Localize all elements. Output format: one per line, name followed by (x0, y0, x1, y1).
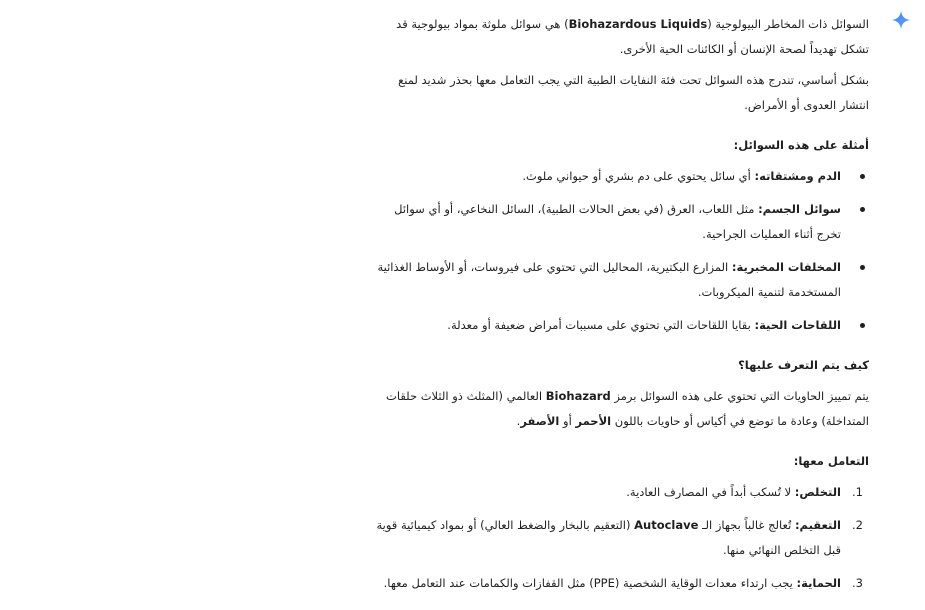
list-item-text: مثل اللعاب، العرق (في بعض الحالات الطبية)، السائل النخاعي، أو أي سوائل تخرج أثناء العمليات الجراحية. (394, 202, 841, 241)
intro-text: ) هي سوائل ملوثة بمواد بيولوجية قد تشكل تهديداً لصحة الإنسان أو الكائنات الحية الأخرى. (396, 17, 869, 56)
gemini-sparkle-icon (891, 10, 911, 30)
intro-paragraph-category: بشكل أساسي، تندرج هذه السوائل تحت فئة النفايات الطبية التي يجب التعامل معها بحذر شديد لمنع انتشار العدوى أو الأمراض. (398, 73, 869, 112)
list-item (374, 571, 869, 596)
examples-heading: أمثلة على هذه السوائل: (733, 138, 869, 152)
list-item-term: سوائل الجسم: (758, 202, 841, 216)
identify-text: العالمي (المثلث ذو الثلاث حلقات المتداخلة) وعادة ما توضع في أكياس أو حاويات باللون (386, 389, 869, 428)
bullet-icon (860, 174, 865, 179)
examples-list (374, 164, 869, 338)
identify-paragraph (374, 384, 869, 434)
intro-paragraph-definition (374, 12, 869, 62)
list-item (374, 513, 869, 563)
list-item-term: التعقيم: (794, 518, 841, 532)
autoclave-term: Autoclave (634, 518, 699, 532)
red-color-term: الأحمر (575, 414, 612, 428)
list-item-text: بقايا اللقاحات التي تحتوي على مسببات أمراض ضعيفة أو معدلة. (447, 318, 755, 332)
assistant-response (374, 12, 869, 604)
list-item-number: 3. (852, 576, 863, 590)
list-item-number: 1. (852, 485, 863, 499)
list-item-text: لا تُسكب أبداً في المصارف العادية. (626, 485, 795, 499)
intro-text: السوائل ذات المخاطر البيولوجية ( (707, 17, 869, 31)
list-item-term: اللقاحات الحية: (754, 318, 841, 332)
identify-text: يتم تمييز الحاويات التي تحتوي على هذه السوائل برمز (610, 389, 869, 403)
list-item (374, 197, 869, 247)
handling-list (374, 480, 869, 596)
list-item (374, 313, 869, 338)
list-item-text: يجب ارتداء معدات الوقاية الشخصية (PPE) مثل القفازات والكمامات عند التعامل معها. (383, 576, 797, 590)
biohazardous-liquids-term: Biohazardous Liquids (568, 17, 708, 31)
biohazard-term: Biohazard (545, 389, 611, 403)
identify-heading: كيف يتم التعرف عليها؟ (738, 358, 869, 372)
list-item-text: المزارع البكتيرية، المحاليل التي تحتوي على فيروسات، أو الأوساط الغذائية المستخدمة لتنمية الميكروبات. (377, 260, 841, 299)
list-item-number: 2. (852, 518, 863, 532)
identify-text: أو (559, 414, 576, 428)
bullet-icon (860, 323, 865, 328)
list-item-text: (التعقيم بالبخار والضغط العالي) أو بمواد كيميائية قوية قبل التخلص النهائي منها. (376, 518, 841, 557)
handling-heading: التعامل معها: (793, 454, 869, 468)
list-item-text: تُعالج غالباً بجهاز الـ (698, 518, 795, 532)
yellow-color-term: الأصفر (520, 414, 560, 428)
list-item (374, 164, 869, 189)
bullet-icon (860, 207, 865, 212)
list-item (374, 480, 869, 505)
list-item-term: الدم ومشتقاته: (754, 169, 841, 183)
identify-text: . (516, 414, 521, 428)
list-item-term: التخلص: (794, 485, 841, 499)
list-item-term: المخلفات المخبرية: (731, 260, 841, 274)
bullet-icon (860, 265, 865, 270)
list-item (374, 255, 869, 305)
list-item-term: الحماية: (796, 576, 841, 590)
list-item-text: أي سائل يحتوي على دم بشري أو حيواني ملوث. (522, 169, 755, 183)
